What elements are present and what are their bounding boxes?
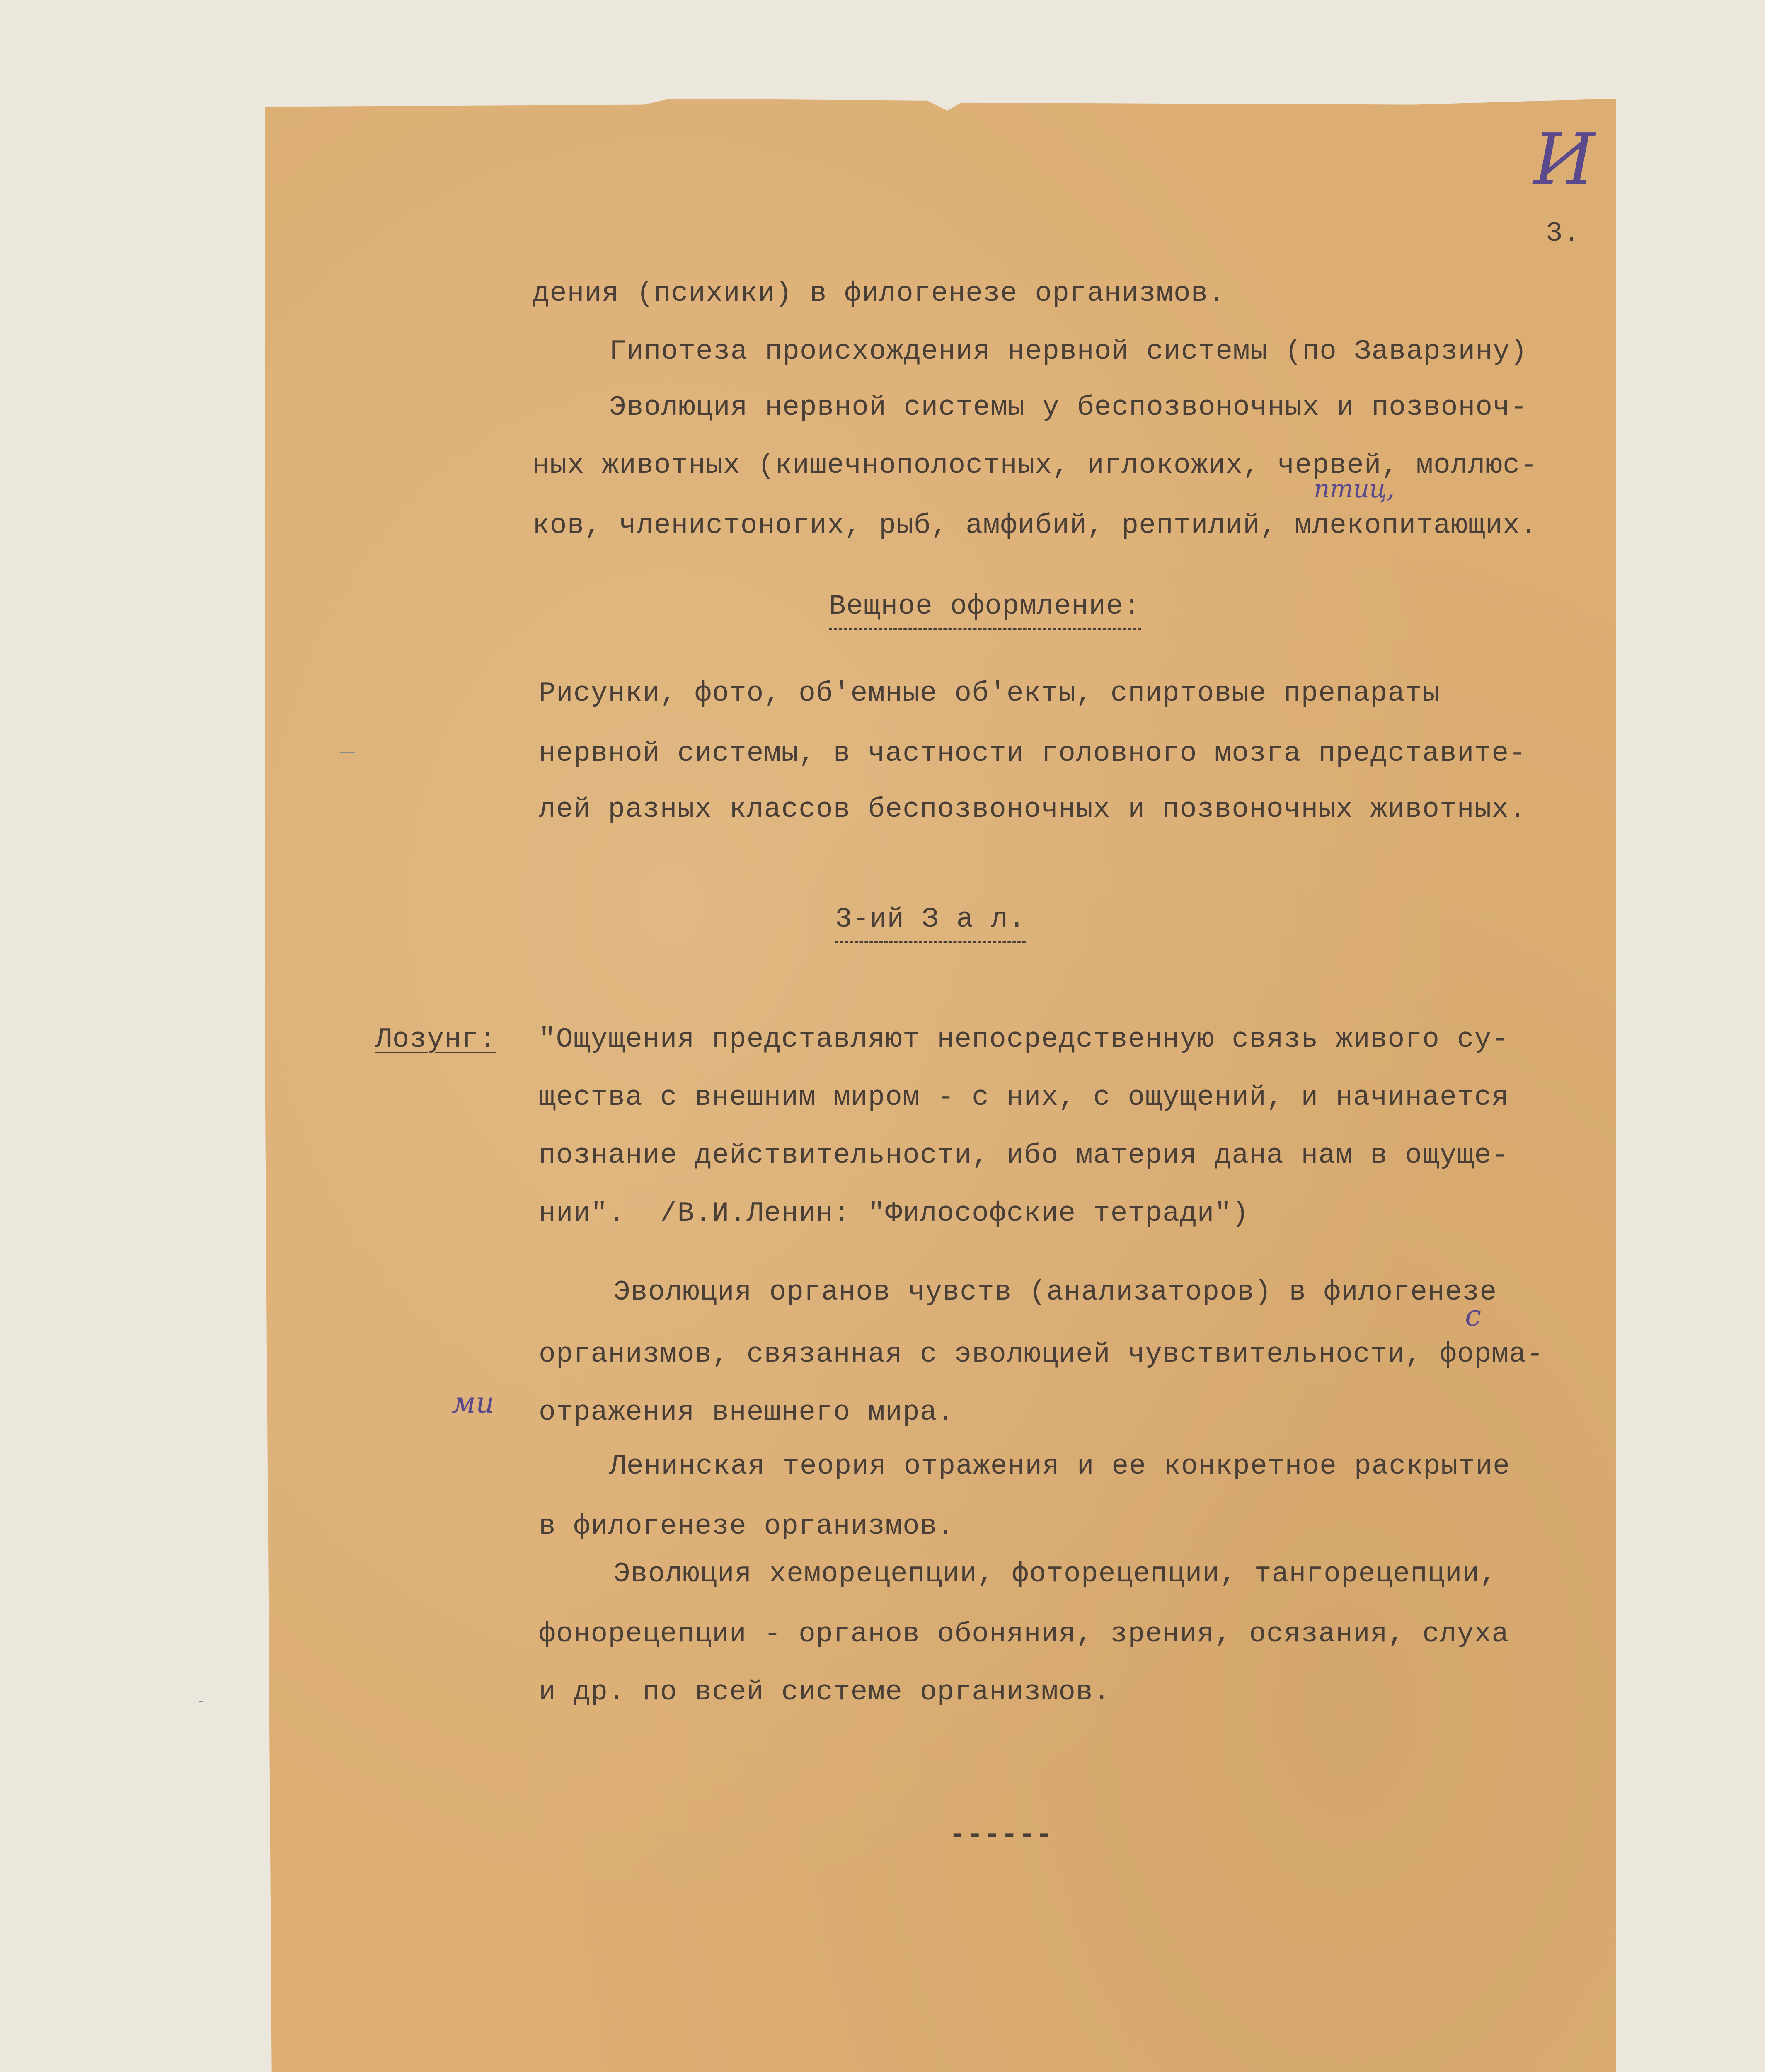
page-number: 3.	[1546, 218, 1581, 249]
evolution-line-1: Эволюция нервной системы у беспозвоночных и позвоноч-	[609, 392, 1528, 424]
material-line-1: Рисунки, фото, об'емные об'екты, спиртовые препараты	[539, 678, 1440, 709]
reception-line-2: фонорецепции - органов обоняния, зрения, осязания, слуха	[539, 1618, 1509, 1650]
material-line-3: лей разных классов беспозвоночных и позвоночных животных.	[539, 794, 1526, 825]
slogan-label: Лозунг:	[375, 1024, 496, 1055]
organs-line-1: Эволюция органов чувств (анализаторов) в филогенезе	[613, 1276, 1497, 1308]
material-heading: Вещное оформление:	[829, 593, 1141, 630]
hypothesis-line: Гипотеза происхождения нервной системы (по Заварзину)	[609, 336, 1528, 368]
hall-title: 3-ий З а л.	[835, 905, 1026, 943]
slogan-line-1: "Ощущения представляют непосредственную связь живого су-	[539, 1024, 1509, 1055]
margin-note-mi: ми	[452, 1386, 495, 1420]
pencil-margin-dash-2	[199, 1701, 203, 1702]
evolution-line-3: ков, членистоногих, рыб, амфибий, рептилий, млекопитающих.	[533, 510, 1537, 542]
organs-line-2: организмов, связанная с эволюцией чувствительности, форма-	[539, 1339, 1544, 1370]
reception-line-1: Эволюция хеморецепции, фоторецепции, тангорецепции,	[613, 1558, 1497, 1590]
material-line-2: нервной системы, в частности головного мозга представите-	[539, 738, 1526, 770]
slogan-line-3: познание действительности, ибо материя дана нам в ощуще-	[539, 1140, 1509, 1172]
leninist-line-1: Ленинская теория отражения и ее конкретное раскрытие	[609, 1450, 1510, 1482]
handwritten-insert-birds: птиц,	[1314, 474, 1395, 503]
slogan-line-4: нии". /В.И.Ленин: "Философские тетради")	[539, 1198, 1249, 1230]
folio-mark: И	[1533, 119, 1595, 201]
handwritten-insert-s: с	[1465, 1299, 1482, 1333]
slogan-line-2: щества с внешним миром - с них, с ощущений, и начинается	[539, 1082, 1509, 1113]
organs-line-3: отражения внешнего мира.	[539, 1397, 955, 1428]
pencil-margin-dash	[340, 752, 355, 753]
reception-line-3: и др. по всей системе организмов.	[539, 1676, 1111, 1708]
intro-line: дения (психики) в филогенезе организмов.	[533, 278, 1226, 310]
end-mark: ------	[949, 1819, 1053, 1851]
leninist-line-2: в филогенезе организмов.	[539, 1510, 955, 1542]
evolution-line-2: ных животных (кишечнополостных, иглокожих, червей, моллюс-	[533, 450, 1537, 482]
